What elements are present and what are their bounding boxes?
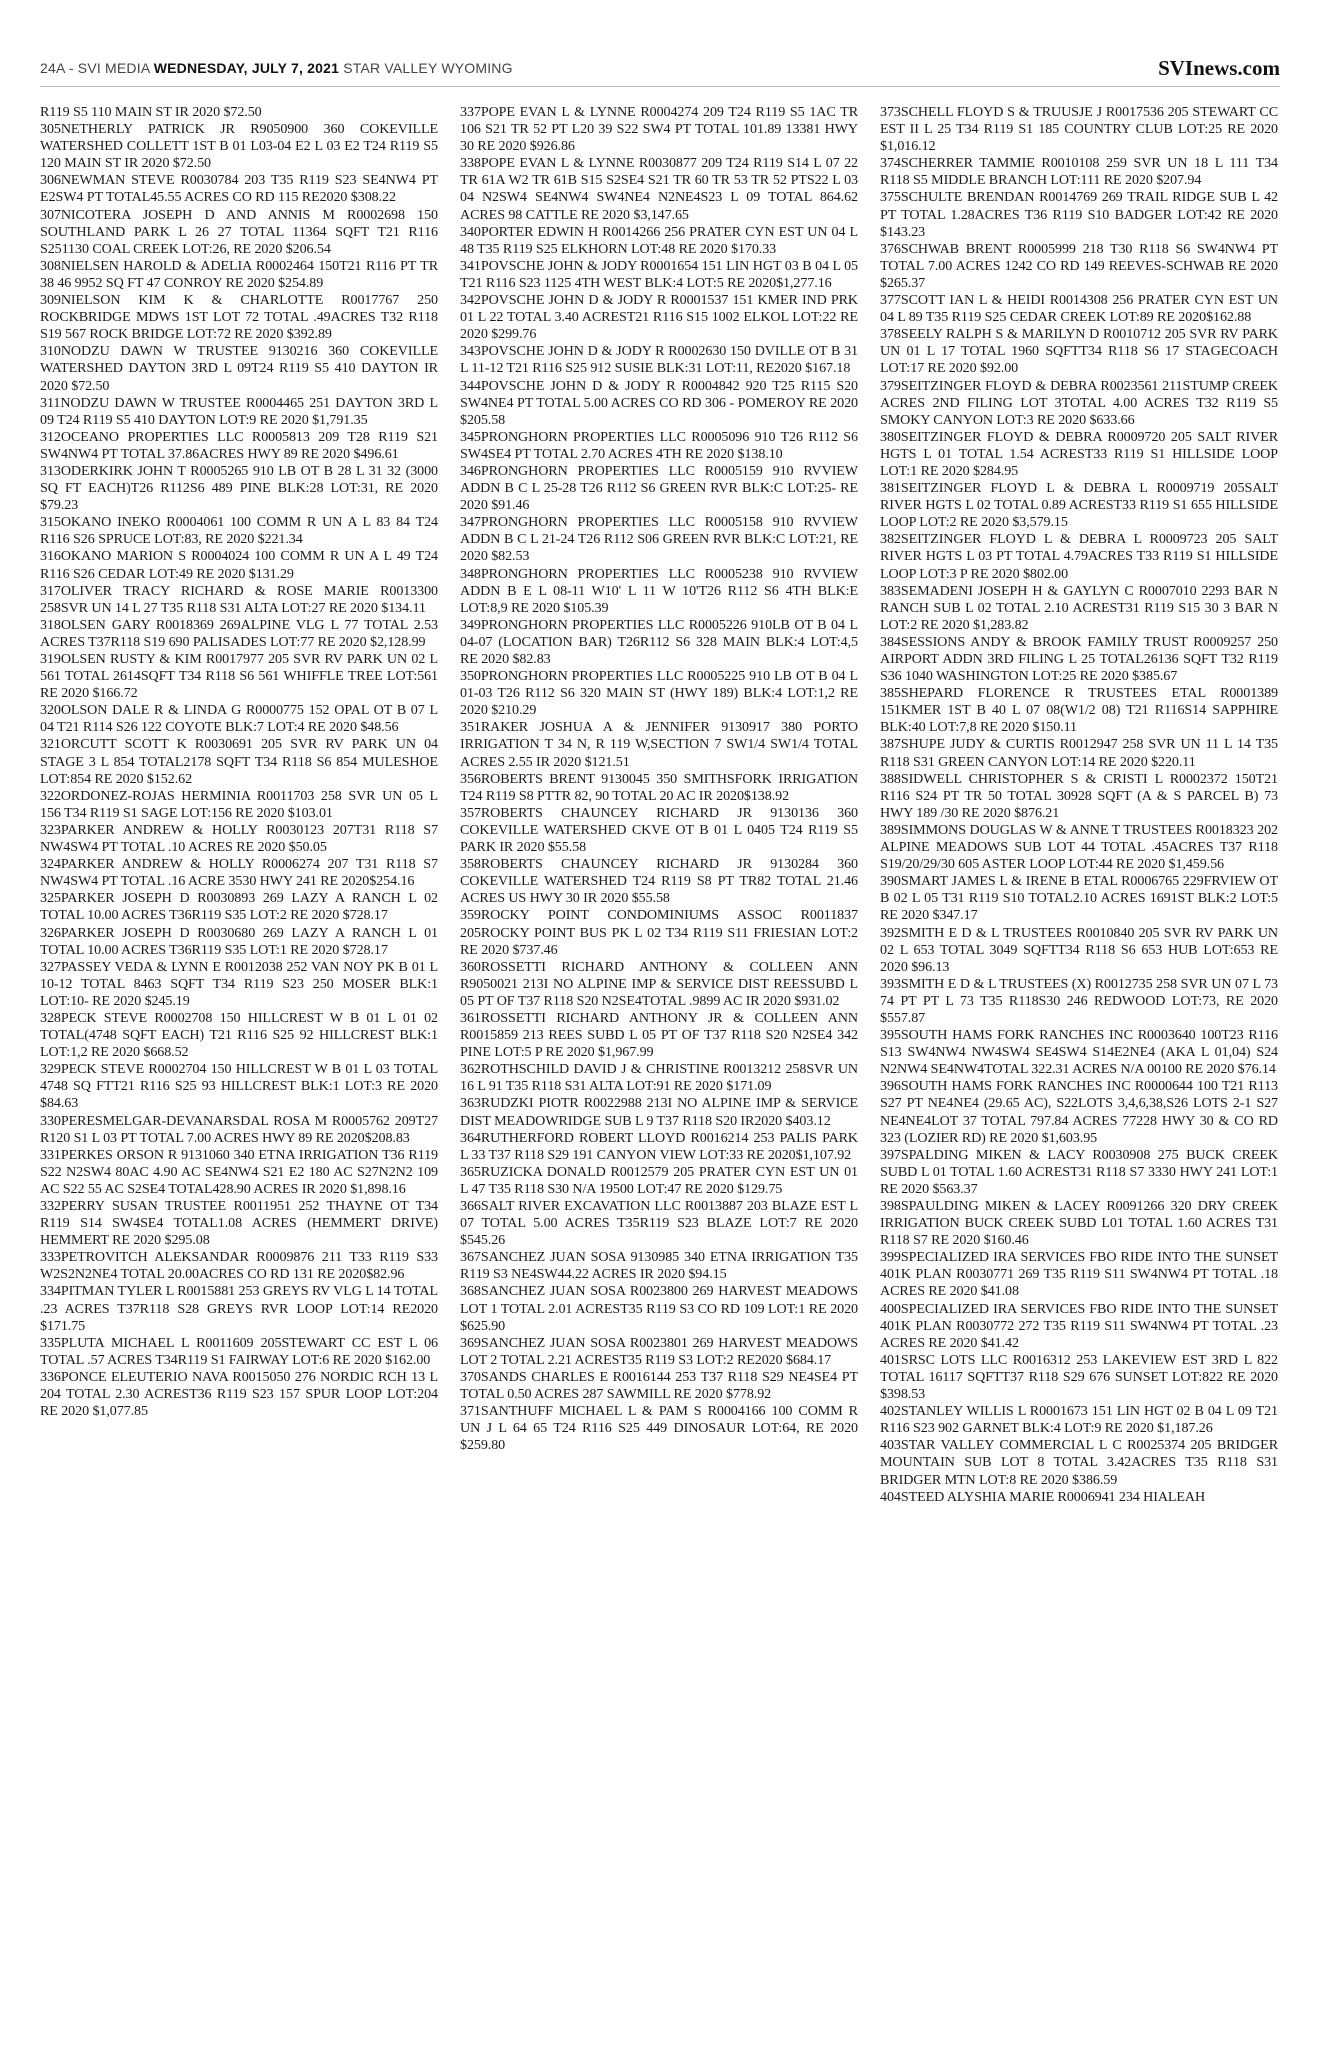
tax-listing-columns <box>40 104 1280 2034</box>
listing-entry: 312OCEANO PROPERTIES LLC R0005813 209 T28 R119 S21 SW4NW4 PT TOTAL 37.86ACRES HWY 89 RE 2020 $496.61 <box>40 428 438 462</box>
header-date: WEDNESDAY, JULY 7, 2021 <box>153 60 340 76</box>
listing-entry: 350PRONGHORN PROPERTIES LLC R0005225 910 LB OT B 04 L 01-03 T26 R112 S6 320 MAIN ST (HWY 189) BLK:4 LOT:1,2 RE 2020 $210.29 <box>460 668 858 719</box>
listing-entry: 392SMITH E D & L TRUSTEES R0010840 205 SVR RV PARK UN 02 L 653 TOTAL 3049 SQFTT34 R118 S6 653 HUB LOT:653 RE 2020 $96.13 <box>880 924 1278 975</box>
listing-entry: 338POPE EVAN L & LYNNE R0030877 209 T24 R119 S14 L 07 22 TR 61A W2 TR 61B S15 S2SE4 S21 TR 60 TR 53 TR 52 PTS22 L 03 04 N2SW4 SE4NW4 SW4NE4 N2NE4S23 L 09 TOTAL 864.62 ACRES 98 CATTLE RE 2020 $3,147.65 <box>460 155 858 223</box>
listing-entry: 366SALT RIVER EXCAVATION LLC R0013887 203 BLAZE EST L 07 TOTAL 5.00 ACRES T35R119 S23 BLAZE LOT:7 RE 2020 $545.26 <box>460 1198 858 1249</box>
header-prefix: 24A - SVI MEDIA <box>40 60 150 76</box>
listing-entry: 399SPECIALIZED IRA SERVICES FBO RIDE INTO THE SUNSET 401K PLAN R0030771 269 T35 R119 S11 SW4NW4 PT TOTAL .18 ACRES RE 2020 $41.08 <box>880 1249 1278 1300</box>
listing-entry: 396SOUTH HAMS FORK RANCHES INC R0000644 100 T21 R113 S27 PT NE4NE4 (29.65 AC), S22LOTS 3,4,6,38,S26 LOTS 2-1 S27 NE4NE4LOT 37 TOTAL 797.84 ACRES 77228 HWY 30 & CO RD 323 (LOZIER RD) RE 2020 $1,603.95 <box>880 1078 1278 1146</box>
listing-entry: 388SIDWELL CHRISTOPHER S & CRISTI L R0002372 150T21 R116 S24 PT TR 50 TOTAL 30928 SQFT (A & S PARCEL B) 73 HWY 189 /30 RE 2020 $876.21 <box>880 770 1278 821</box>
listing-entry: 348PRONGHORN PROPERTIES LLC R0005238 910 RVVIEW ADDN B E L 08-11 W10' L 11 W 10'T26 R112 S6 4TH BLK:E LOT:8,9 RE 2020 $105.39 <box>460 565 858 616</box>
listing-entry: 365RUZICKA DONALD R0012579 205 PRATER CYN EST UN 01 L 47 T35 R118 S30 N/A 19500 LOT:47 RE 2020 $129.75 <box>460 1163 858 1197</box>
listing-entry: 393SMITH E D & L TRUSTEES (X) R0012735 258 SVR UN 07 L 73 74 PT PT L 73 T35 R118S30 246 REDWOOD LOT:73, RE 2020 $557.87 <box>880 975 1278 1026</box>
listing-entry: 319OLSEN RUSTY & KIM R0017977 205 SVR RV PARK UN 02 L 561 TOTAL 2614SQFT T34 R118 S6 561 WHIFFLE TREE LOT:561 RE 2020 $166.72 <box>40 651 438 702</box>
listing-entry: 337POPE EVAN L & LYNNE R0004274 209 T24 R119 S5 1AC TR 106 S21 TR 52 PT L20 39 S22 SW4 PT TOTAL 101.89 13381 HWY 30 RE 2020 $926.86 <box>460 104 858 155</box>
listing-entry: 369SANCHEZ JUAN SOSA R0023801 269 HARVEST MEADOWS LOT 2 TOTAL 2.21 ACREST35 R119 S3 LOT:2 RE2020 $684.17 <box>460 1334 858 1368</box>
listing-entry: 374SCHERRER TAMMIE R0010108 259 SVR UN 18 L 111 T34 R118 S5 MIDDLE BRANCH LOT:111 RE 2020 $207.94 <box>880 155 1278 189</box>
listing-entry: 333PETROVITCH ALEKSANDAR R0009876 211 T33 R119 S33 W2S2N2NE4 TOTAL 20.00ACRES CO RD 131 RE 2020$82.96 <box>40 1249 438 1283</box>
listing-entry: 310NODZU DAWN W TRUSTEE 9130216 360 COKEVILLE WATERSHED DAYTON 3RD L 09T24 R119 S5 410 DAYTON IR 2020 $72.50 <box>40 343 438 394</box>
listing-entry: 362ROTHSCHILD DAVID J & CHRISTINE R0013212 258SVR UN 16 L 91 T35 R118 S31 ALTA LOT:91 RE 2020 $171.09 <box>460 1061 858 1095</box>
listing-entry: 329PECK STEVE R0002704 150 HILLCREST W B 01 L 03 TOTAL 4748 SQ FTT21 R116 S25 93 HILLCREST BLK:1 LOT:3 RE 2020 $84.63 <box>40 1061 438 1112</box>
listing-entry: 363RUDZKI PIOTR R0022988 213I NO ALPINE IMP & SERVICE DIST MEADOWRIDGE SUB L 9 T37 R118 S20 IR2020 $403.12 <box>460 1095 858 1129</box>
listing-entry: 325PARKER JOSEPH D R0030893 269 LAZY A RANCH L 02 TOTAL 10.00 ACRES T36R119 S35 LOT:2 RE 2020 $728.17 <box>40 890 438 924</box>
listing-entry: 315OKANO INEKO R0004061 100 COMM R UN A L 83 84 T24 R116 S26 SPRUCE LOT:83, RE 2020 $221.34 <box>40 514 438 548</box>
listing-entry: 317OLIVER TRACY RICHARD & ROSE MARIE R0013300 258SVR UN 14 L 27 T35 R118 S31 ALTA LOT:27 RE 2020 $134.11 <box>40 582 438 616</box>
listing-entry: 364RUTHERFORD ROBERT LLOYD R0016214 253 PALIS PARK L 33 T37 R118 S29 191 CANYON VIEW LOT:33 RE 2020$1,107.92 <box>460 1129 858 1163</box>
listing-entry: 378SEELY RALPH S & MARILYN D R0010712 205 SVR RV PARK UN 01 L 17 TOTAL 1960 SQFTT34 R118 S6 17 STAGECOACH LOT:17 RE 2020 $92.00 <box>880 326 1278 377</box>
listing-entry: 330PERESMELGAR-DEVANARSDAL ROSA M R0005762 209T27 R120 S1 L 03 PT TOTAL 7.00 ACRES HWY 89 RE 2020$208.83 <box>40 1112 438 1146</box>
listing-entry: 367SANCHEZ JUAN SOSA 9130985 340 ETNA IRRIGATION T35 R119 S3 NE4SW44.22 ACRES IR 2020 $94.15 <box>460 1249 858 1283</box>
listing-entry: 375SCHULTE BRENDAN R0014769 269 TRAIL RIDGE SUB L 42 PT TOTAL 1.28ACRES T36 R119 S10 BADGER LOT:42 RE 2020 $143.23 <box>880 189 1278 240</box>
site-name: SVInews.com <box>1158 55 1280 80</box>
listing-entry: 346PRONGHORN PROPERTIES LLC R0005159 910 RVVIEW ADDN B C L 25-28 T26 R112 S6 GREEN RVR BLK:C LOT:25- RE 2020 $91.46 <box>460 462 858 514</box>
listing-entry: 385SHEPARD FLORENCE R TRUSTEES ETAL R0001389 151KMER 1ST B 40 L 07 08(W1/2 08) T21 R116S14 SAPPHIRE BLK:40 LOT:7,8 RE 2020 $150.11 <box>880 685 1278 736</box>
listing-entry: 397SPALDING MIKEN & LACY R0030908 275 BUCK CREEK SUBD L 01 TOTAL 1.60 ACREST31 R118 S7 3330 HWY 241 LOT:1 RE 2020 $563.37 <box>880 1146 1278 1197</box>
listing-entry: 349PRONGHORN PROPERTIES LLC R0005226 910LB OT B 04 L 04-07 (LOCATION BAR) T26R112 S6 328 MAIN BLK:4 LOT:4,5 RE 2020 $82.83 <box>460 616 858 667</box>
listing-entry: 395SOUTH HAMS FORK RANCHES INC R0003640 100T23 R116 S13 SW4NW4 NW4SW4 SE4SW4 S14E2NE4 (AKA L 01,04) S24 N2NW4 SE4NW4TOTAL 322.31 ACRES N/A 00100 RE 2020 $76.14 <box>880 1027 1278 1078</box>
listing-entry: 357ROBERTS CHAUNCEY RICHARD JR 9130136 360 COKEVILLE WATERSHED CKVE OT B 01 L 0405 T24 R119 S5 PARK IR 2020 $55.58 <box>460 804 858 856</box>
listing-entry: 402STANLEY WILLIS L R0001673 151 LIN HGT 02 B 04 L 09 T21 R116 S23 902 GARNET BLK:4 LOT:9 RE 2020 $1,187.26 <box>880 1403 1278 1437</box>
listing-entry: 336PONCE ELEUTERIO NAVA R0015050 276 NORDIC RCH 13 L 204 TOTAL 2.30 ACREST36 R119 S23 157 SPUR LOOP LOT:204 RE 2020 $1,077.85 <box>40 1368 438 1420</box>
listing-column-2 <box>460 104 858 2034</box>
listing-entry: 361ROSSETTI RICHARD ANTHONY JR & COLLEEN ANN R0015859 213 REES SUBD L 05 PT OF T37 R118 S20 N2SE4 342 PINE LOT:5 P RE 2020 $1,967.99 <box>460 1009 858 1061</box>
listing-entry: 359ROCKY POINT CONDOMINIUMS ASSOC R0011837 205ROCKY POINT BUS PK L 02 T34 R119 S11 FRIESIAN LOT:2 RE 2020 $737.46 <box>460 907 858 958</box>
listing-entry: 403STAR VALLEY COMMERCIAL L C R0025374 205 BRIDGER MOUNTAIN SUB LOT 8 TOTAL 3.42ACRES T35 R118 S31 BRIDGER MTN LOT:8 RE 2020 $386.59 <box>880 1437 1278 1488</box>
listing-entry: 342POVSCHE JOHN D & JODY R R0001537 151 KMER IND PRK 01 L 22 TOTAL 3.40 ACREST21 R116 S15 1002 ELKOL LOT:22 RE 2020 $299.76 <box>460 292 858 343</box>
page-header <box>40 56 1280 87</box>
listing-entry: 398SPAULDING MIKEN & LACEY R0091266 320 DRY CREEK IRRIGATION BUCK CREEK SUBD L01 TOTAL 1.60 ACRES T31 R118 S7 RE 2020 $160.46 <box>880 1198 1278 1249</box>
listing-entry: 316OKANO MARION S R0004024 100 COMM R UN A L 49 T24 R116 S26 CEDAR LOT:49 RE 2020 $131.29 <box>40 548 438 582</box>
listing-entry: 381SEITZINGER FLOYD L & DEBRA L R0009719 205SALT RIVER HGTS L 02 TOTAL 0.89 ACREST33 R119 S1 655 HILLSIDE LOOP LOT:2 RE 2020 $3,579.15 <box>880 480 1278 531</box>
listing-entry: 320OLSON DALE R & LINDA G R0000775 152 OPAL OT B 07 L 04 T21 R114 S26 122 COYOTE BLK:7 LOT:4 RE 2020 $48.56 <box>40 702 438 736</box>
listing-entry: 373SCHELL FLOYD S & TRUUSJE J R0017536 205 STEWART CC EST II L 25 T34 R119 S1 185 COUNTRY CLUB LOT:25 RE 2020 $1,016.12 <box>880 104 1278 155</box>
listing-entry: 321ORCUTT SCOTT K R0030691 205 SVR RV PARK UN 04 STAGE 3 L 854 TOTAL2178 SQFT T34 R118 S6 854 MULESHOE LOT:854 RE 2020 $152.62 <box>40 736 438 787</box>
listing-entry: 323PARKER ANDREW & HOLLY R0030123 207T31 R118 S7 NW4SW4 PT TOTAL .10 ACRES RE 2020 $50.05 <box>40 821 438 856</box>
listing-entry: 379SEITZINGER FLOYD & DEBRA R0023561 211STUMP CREEK ACRES 2ND FILING LOT 3TOTAL 4.00 ACRES T32 R119 S5 SMOKY CANYON LOT:3 RE 2020 $633.66 <box>880 377 1278 428</box>
listing-entry: 335PLUTA MICHAEL L R0011609 205STEWART CC EST L 06 TOTAL .57 ACRES T34R119 S1 FAIRWAY LOT:6 RE 2020 $162.00 <box>40 1334 438 1368</box>
listing-entry: 309NIELSON KIM K & CHARLOTTE R0017767 250 ROCKBRIDGE MDWS 1ST LOT 72 TOTAL .49ACRES T32 R118 S19 567 ROCK BRIDGE LOT:72 RE 2020 $392.89 <box>40 292 438 343</box>
listing-entry: 305NETHERLY PATRICK JR R9050900 360 COKEVILLE WATERSHED COLLETT 1ST B 01 L03-04 E2 L 03 E2 T24 R119 S5 120 MAIN ST IR 2020 $72.50 <box>40 121 438 172</box>
listing-entry: 326PARKER JOSEPH D R0030680 269 LAZY A RANCH L 01 TOTAL 10.00 ACRES T36R119 S35 LOT:1 RE 2020 $728.17 <box>40 924 438 958</box>
listing-entry: 308NIELSEN HAROLD & ADELIA R0002464 150T21 R116 PT TR 38 46 9952 SQ FT 47 CONROY RE 2020 $254.89 <box>40 257 438 291</box>
listing-entry: 368SANCHEZ JUAN SOSA R0023800 269 HARVEST MEADOWS LOT 1 TOTAL 2.01 ACREST35 R119 S3 CO RD 109 LOT:1 RE 2020 $625.90 <box>460 1283 858 1334</box>
listing-entry: 340PORTER EDWIN H R0014266 256 PRATER CYN EST UN 04 L 48 T35 R119 S25 ELKHORN LOT:48 RE 2020 $170.33 <box>460 223 858 257</box>
listing-entry: 356ROBERTS BRENT 9130045 350 SMITHSFORK IRRIGATION T24 R119 S8 PTTR 82, 90 TOTAL 20 AC IR 2020$138.92 <box>460 770 858 804</box>
listing-entry: 371SANTHUFF MICHAEL L & PAM S R0004166 100 COMM R UN J L 64 65 T24 R116 S25 449 DINOSAUR LOT:64, RE 2020 $259.80 <box>460 1403 858 1454</box>
listing-entry: 311NODZU DAWN W TRUSTEE R0004465 251 DAYTON 3RD L 09 T24 R119 S5 410 DAYTON LOT:9 RE 2020 $1,791.35 <box>40 394 438 428</box>
listing-entry: 376SCHWAB BRENT R0005999 218 T30 R118 S6 SW4NW4 PT TOTAL 7.00 ACRES 1242 CO RD 149 REEVES-SCHWAB RE 2020 $265.37 <box>880 240 1278 291</box>
listing-entry: 327PASSEY VEDA & LYNN E R0012038 252 VAN NOY PK B 01 L 10-12 TOTAL 8463 SQFT T34 R119 S23 250 MOSER BLK:1 LOT:10- RE 2020 $245.19 <box>40 958 438 1009</box>
listing-entry: 306NEWMAN STEVE R0030784 203 T35 R119 S23 SE4NW4 PT E2SW4 PT TOTAL45.55 ACRES CO RD 115 RE2020 $308.22 <box>40 172 438 206</box>
listing-entry: 324PARKER ANDREW & HOLLY R0006274 207 T31 R118 S7 NW4SW4 PT TOTAL .16 ACRE 3530 HWY 241 RE 2020$254.16 <box>40 856 438 890</box>
listing-entry: R119 S5 110 MAIN ST IR 2020 $72.50 <box>40 104 262 120</box>
listing-column-3 <box>880 104 1278 2034</box>
listing-entry: 382SEITZINGER FLOYD L & DEBRA L R0009723 205 SALT RIVER HGTS L 03 PT TOTAL 4.79ACRES T33 R119 S1 HILLSIDE LOOP LOT:3 P RE 2020 $802.00 <box>880 531 1278 582</box>
listing-entry: 328PECK STEVE R0002708 150 HILLCREST W B 01 L 01 02 TOTAL(4748 SQFT EACH) T21 R116 S25 92 HILLCREST BLK:1 LOT:1,2 RE 2020 $668.52 <box>40 1009 438 1061</box>
listing-entry: 358ROBERTS CHAUNCEY RICHARD JR 9130284 360 COKEVILLE WATERSHED T24 R119 S8 PT TR82 TOTAL 21.46 ACRES US HWY 30 IR 2020 $55.58 <box>460 856 858 907</box>
listing-entry: 341POVSCHE JOHN & JODY R0001654 151 LIN HGT 03 B 04 L 05 T21 R116 S23 1125 4TH WEST BLK:4 LOT:5 RE 2020$1,277.16 <box>460 257 858 291</box>
listing-column-1 <box>40 104 438 2034</box>
listing-entry: 389SIMMONS DOUGLAS W & ANNE T TRUSTEES R0018323 202 ALPINE MEADOWS SUB LOT 44 TOTAL .45ACRES T37 R118 S19/20/29/30 605 ASTER LOOP LOT:44 RE 2020 $1,459.56 <box>880 821 1278 873</box>
listing-entry: 390SMART JAMES L & IRENE B ETAL R0006765 229FRVIEW OT B 02 L 05 T31 R119 S10 TOTAL2.10 ACRES 1691ST BLK:2 LOT:5 RE 2020 $347.17 <box>880 873 1278 924</box>
listing-entry: 347PRONGHORN PROPERTIES LLC R0005158 910 RVVIEW ADDN B C L 21-24 T26 R112 S06 GREEN RVR BLK:C LOT:21, RE 2020 $82.53 <box>460 514 858 565</box>
listing-entry: 370SANDS CHARLES E R0016144 253 T37 R118 S29 NE4SE4 PT TOTAL 0.50 ACRES 287 SAWMILL RE 2020 $778.92 <box>460 1368 858 1403</box>
listing-entry: 380SEITZINGER FLOYD & DEBRA R0009720 205 SALT RIVER HGTS L 01 TOTAL 1.54 ACREST33 R119 S1 HILLSIDE LOOP LOT:1 RE 2020 $284.95 <box>880 428 1278 479</box>
listing-entry: 404STEED ALYSHIA MARIE R0006941 234 HIALEAH <box>880 1488 1206 1505</box>
listing-entry: 322ORDONEZ-ROJAS HERMINIA R0011703 258 SVR UN 05 L 156 T34 R119 S1 SAGE LOT:156 RE 2020 $103.01 <box>40 787 438 821</box>
listing-entry: 334PITMAN TYLER L R0015881 253 GREYS RV VLG L 14 TOTAL .23 ACRES T37R118 S28 GREYS RVR LOOP LOT:14 RE2020 $171.75 <box>40 1283 438 1334</box>
listing-entry: 344POVSCHE JOHN D & JODY R R0004842 920 T25 R115 S20 SW4NE4 PT TOTAL 5.00 ACRES CO RD 306 - POMEROY RE 2020 $205.58 <box>460 377 858 428</box>
listing-entry: 400SPECIALIZED IRA SERVICES FBO RIDE INTO THE SUNSET 401K PLAN R0030772 272 T35 R119 S11 SW4NW4 PT TOTAL .23 ACRES RE 2020 $41.42 <box>880 1300 1278 1351</box>
listing-entry: 332PERRY SUSAN TRUSTEE R0011951 252 THAYNE OT T34 R119 S14 SW4SE4 TOTAL1.08 ACRES (HEMMERT DRIVE) HEMMERT RE 2020 $295.08 <box>40 1198 438 1249</box>
listing-entry: 384SESSIONS ANDY & BROOK FAMILY TRUST R0009257 250 AIRPORT ADDN 3RD FILING L 25 TOTAL26136 SQFT T32 R119 S36 1040 WASHINGTON LOT:25 RE 2020 $385.67 <box>880 633 1278 685</box>
listing-entry: 313ODERKIRK JOHN T R0005265 910 LB OT B 28 L 31 32 (3000 SQ FT EACH)T26 R112S6 489 PINE BLK:28 LOT:31, RE 2020 $79.23 <box>40 462 438 514</box>
header-folio <box>40 60 513 76</box>
listing-entry: 343POVSCHE JOHN D & JODY R R0002630 150 DVILLE OT B 31 L 11-12 T21 R116 S25 912 SUSIE BLK:31 LOT:11, RE2020 $167.18 <box>460 343 858 377</box>
listing-entry: 345PRONGHORN PROPERTIES LLC R0005096 910 T26 R112 S6 SW4SE4 PT TOTAL 2.70 ACRES 4TH RE 2020 $138.10 <box>460 428 858 462</box>
listing-entry: 387SHUPE JUDY & CURTIS R0012947 258 SVR UN 11 L 14 T35 R118 S31 GREEN CANYON LOT:14 RE 2020 $220.11 <box>880 736 1278 770</box>
listing-entry: 331PERKES ORSON R 9131060 340 ETNA IRRIGATION T36 R119 S22 N2SW4 80AC 4.90 AC SE4NW4 S21 E2 180 AC S27N2N2 109 AC S22 55 AC S2SE4 TOTAL428.90 ACRES IR 2020 $1,898.16 <box>40 1146 438 1197</box>
header-location: STAR VALLEY WYOMING <box>343 60 513 76</box>
listing-entry: 351RAKER JOSHUA A & JENNIFER 9130917 380 PORTO IRRIGATION T 34 N, R 119 W,SECTION 7 SW1/4 SW1/4 TOTAL ACRES 2.55 IR 2020 $121.51 <box>460 719 858 770</box>
listing-entry: 360ROSSETTI RICHARD ANTHONY & COLLEEN ANN R9050021 213I NO ALPINE IMP & SERVICE DIST REESSUBD L 05 PT OF T37 R118 S20 N2SE4TOTAL .9899 AC IR 2020 $931.02 <box>460 958 858 1009</box>
listing-entry: 318OLSEN GARY R0018369 269ALPINE VLG L 77 TOTAL 2.53 ACRES T37R118 S19 690 PALISADES LOT:77 RE 2020 $2,128.99 <box>40 616 438 650</box>
listing-entry: 383SEMADENI JOSEPH H & GAYLYN C R0007010 2293 BAR N RANCH SUB L 02 TOTAL 2.10 ACREST31 R119 S15 30 3 BAR N LOT:2 RE 2020 $1,283.82 <box>880 582 1278 633</box>
listing-entry: 401SRSC LOTS LLC R0016312 253 LAKEVIEW EST 3RD L 822 TOTAL 16117 SQFTT37 R118 S29 676 SUNSET LOT:822 RE 2020 $398.53 <box>880 1351 1278 1403</box>
listing-entry: 377SCOTT IAN L & HEIDI R0014308 256 PRATER CYN EST UN 04 L 89 T35 R119 S25 CEDAR CREEK LOT:89 RE 2020$162.88 <box>880 292 1278 326</box>
listing-entry: 307NICOTERA JOSEPH D AND ANNIS M R0002698 150 SOUTHLAND PARK L 26 27 TOTAL 11364 SQFT T21 R116 S251130 COAL CREEK LOT:26, RE 2020 $206.54 <box>40 206 438 257</box>
